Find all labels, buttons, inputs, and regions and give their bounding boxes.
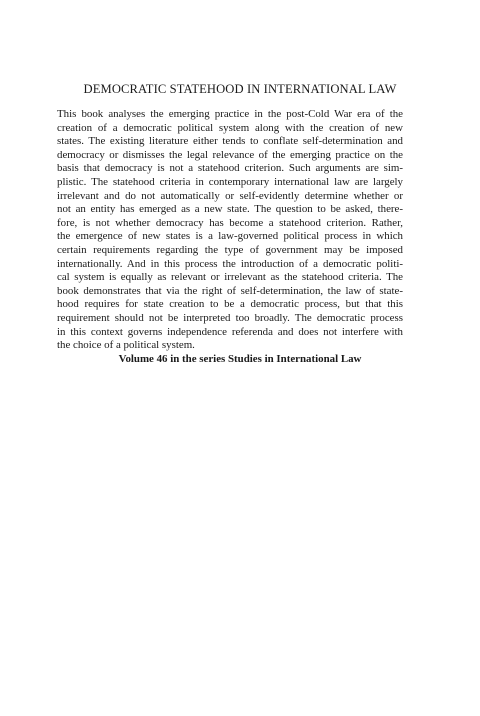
description-line: requirement should not be interpreted too broadly. The democratic process	[57, 311, 403, 324]
description-line: states. The existing literature either tends to conflate self-determination and	[57, 135, 403, 148]
description-line: This book analyses the emerging practice in the post-Cold War era of the	[57, 108, 403, 120]
description-line: irrelevant and do not automatically or self-evidently determine whether or	[57, 189, 403, 202]
book-description	[57, 108, 403, 353]
description-line: hood requires for state creation to be a democratic process, but that this	[57, 298, 403, 311]
description-line: book demonstrates that via the right of self-determination, the law of state-	[57, 284, 403, 297]
description-line: democracy or dismisses the legal relevance of the emerging practice on the	[57, 148, 403, 161]
description-line: fore, is not whether democracy has become a statehood criterion. Rather,	[57, 216, 403, 229]
description-line: certain requirements regarding the type of government may be imposed	[57, 243, 403, 256]
description-line: internationally. And in this process the introduction of a democratic politi-	[57, 257, 403, 270]
description-line: plistic. The statehood criteria in contemporary international law are largely	[57, 175, 403, 188]
description-line: creation of a democratic political system along with the creation of new	[57, 121, 403, 134]
description-line: the emergence of new states is a law-governed political process in which	[57, 230, 403, 243]
description-line: basis that democracy is not a statehood criterion. Such arguments are sim-	[57, 162, 403, 175]
description-line: in this context governs independence referenda and does not interfere with	[57, 325, 403, 338]
description-line: not an entity has emerged as a new state. The question to be asked, there-	[57, 203, 403, 216]
description-line: the choice of a political system.	[57, 339, 195, 352]
series-note: Volume 46 in the series Studies in International Law	[118, 353, 362, 365]
book-title: DEMOCRATIC STATEHOOD IN INTERNATIONAL LAW	[83, 82, 397, 96]
description-line: cal system is equally as relevant or irrelevant as the statehood criteria. The	[57, 271, 403, 284]
